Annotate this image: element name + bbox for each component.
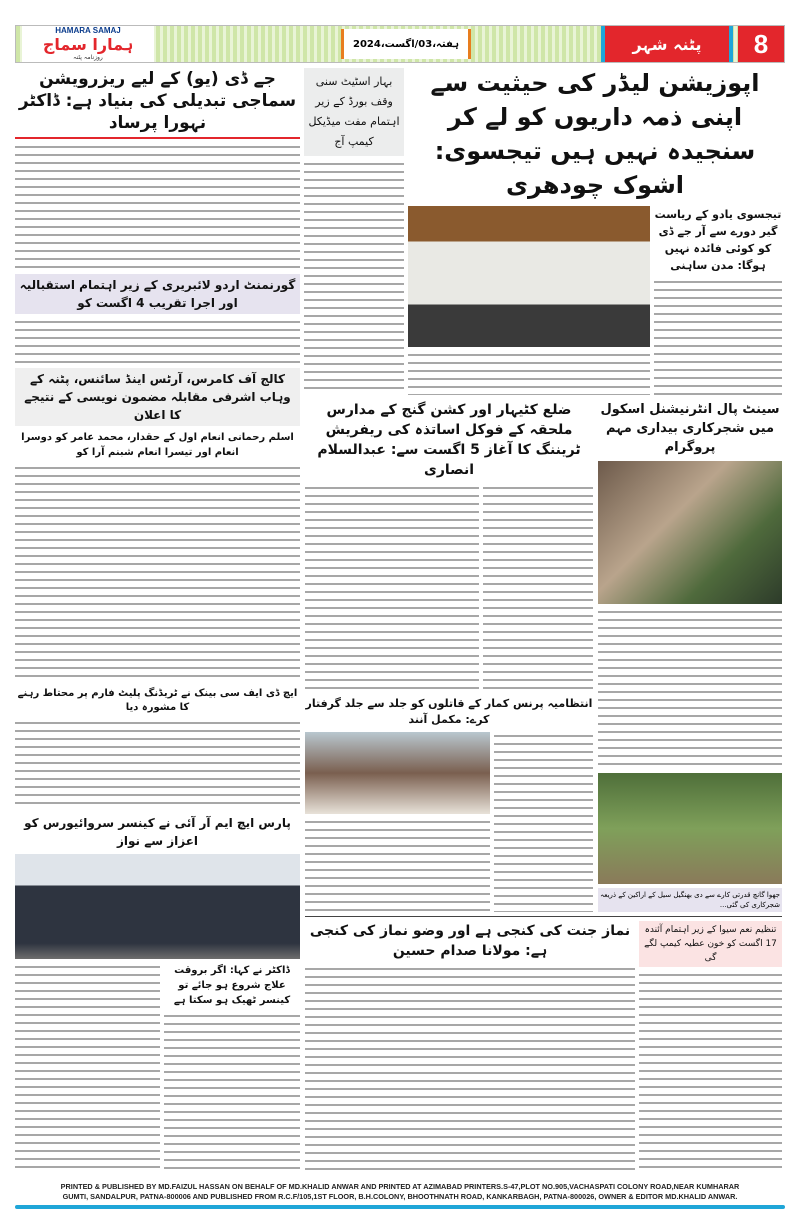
plantation-caption: جھوا گانچ قدرتی کارے سے دی بھنگیل سیل کے اراکین کے ذریعہ شجرکاری کی گئی... (598, 888, 782, 912)
blood-camp-headline: تنظیم نعم سیوا کے زیر اہتمام آئندہ 17 اگست کو خون عطیہ کیمپ لگے گی (639, 921, 782, 967)
main-body (408, 351, 650, 395)
bottom-section (305, 916, 782, 1172)
bottom-row (305, 921, 782, 1172)
tejashwi-body (654, 278, 782, 395)
page-number (738, 26, 784, 62)
page-number-text: 8 (753, 28, 769, 59)
divider (305, 916, 782, 917)
logo-subtitle: روزنامہ پٹنہ (73, 54, 103, 61)
imprint-line-1: PRINTED & PUBLISHED BY MD.FAIZUL HASSAN ON BEHALF OF MD.KHALID ANWAR AND PRINTED AT AZIMABAD PRINTERS.S-47,PLOT NO.905,VACHASPATI COLONY ROAD,NEAR KUMHARAR (60, 1182, 740, 1191)
college-body (15, 464, 300, 683)
logo-english: HAMARA SAMAJ (55, 26, 121, 35)
namaz-headline: نماز جنت کی کنجی ہے اور وضو نماز کی کنجی ہے: مولانا صدام حسین (309, 923, 631, 959)
protest-photo (305, 732, 490, 815)
cancer-headline: ڈاکٹر نے کہا: اگر بروقت علاج شروع ہو جائے تو کینسر ٹھیک ہو سکتا ہے (173, 964, 291, 1006)
hdfc-body (15, 719, 300, 810)
waqf-body (304, 160, 404, 395)
waqf-headline: بہار اسٹیٹ سنی وقف بورڈ کے زیر اہتمام مفت میڈیکل کیمپ آج (304, 68, 404, 156)
hdfc-headline: ایچ ڈی ایف سی بینک نے ٹریڈنگ پلیٹ فارم پر محتاط رہنے کا مشورہ دیا (17, 687, 298, 713)
waqf-column (304, 68, 404, 395)
prince-headline: انتظامیہ پرنس کمار کے قاتلوں کو جلد سے جلد گرفتار کرے: مکمل آنند (305, 696, 593, 726)
blood-camp-body (639, 971, 782, 1172)
library-headline: گورنمنٹ اردو لائبریری کے زیر اہتمام استقبالیہ اور اجرا تقریب 4 اگست کو (15, 274, 300, 314)
prince-body-2 (305, 818, 490, 912)
tejashwi-story (654, 206, 782, 395)
section-label (601, 26, 733, 62)
library-body (15, 318, 300, 364)
footer-color-strip (15, 1205, 785, 1209)
madaris-headline: ضلع کٹیہار اور کشن گنج کے مدارس ملحقہ کے فوکل اساتذہ کی ریفریش ٹریننگ کا آغاز 5 اگست سے: عبدالسلام انصاری (317, 402, 581, 478)
jdu-headline: جے ڈی (یو) کے لیے ریزرویشن سماجی تبدیلی کی بنیاد ہے: ڈاکٹر نہورا پرساد (15, 68, 300, 139)
college-headline: کالج آف کامرس، آرٹس اینڈ سائنس، پٹنہ کے وہاب اشرفی مقابلہ مضمون نویسی کے نتیجے کا اعلان (15, 368, 300, 426)
paras-headline: پارس ایچ ایم آر آئی نے کینسر سروائیورس کو اعزاز سے نواز (24, 815, 291, 848)
jdu-body (15, 143, 300, 270)
cancer-right (164, 963, 300, 1172)
press-conference-photo (408, 206, 650, 347)
prince-row (305, 732, 593, 912)
prince-left (305, 732, 490, 912)
plantation-photo (598, 773, 782, 884)
footer-imprint (15, 1182, 785, 1209)
left-column (15, 68, 300, 1172)
tejashwi-headline: تیجسوی یادو کے ریاست گیر دورے سے آر جے ڈی کو کوئی فائدہ نہیں ہوگا: مدن ساہنی (654, 208, 782, 272)
college-subhead: اسلم رحمانی انعام اول کے حقدار، محمد عامر کو دوسرا انعام اور تیسرا انعام شبنم آرا کو (21, 432, 294, 458)
school-children-photo (598, 461, 782, 604)
logo (22, 26, 154, 62)
madaris-list (483, 484, 593, 692)
cancer-body (15, 963, 160, 1172)
cancer-body-2 (164, 1012, 300, 1172)
date-box (341, 29, 471, 59)
stpaul-headline: سینٹ پال انٹرنیشنل اسکول میں شجرکاری بیداری مہم پروگرام (600, 402, 780, 455)
madaris-body (305, 484, 479, 692)
cancer-story (15, 963, 300, 1172)
prince-body (494, 732, 593, 912)
masthead (15, 25, 785, 63)
main-headline: اپوزیشن لیڈر کی حیثیت سے اپنی ذمہ داریوں کو لے کر سنجیدہ نہیں ہیں تیجسوی: اشوک چودھری (430, 69, 760, 199)
stpaul-body (598, 608, 782, 769)
middle-column (305, 400, 593, 912)
logo-urdu: ہمارا سماج (42, 35, 134, 54)
namaz-body (305, 965, 635, 1172)
main-story-row (408, 206, 782, 395)
right-column (598, 400, 782, 912)
blood-camp-story (639, 921, 782, 1172)
madaris-body-row (305, 484, 593, 692)
main-story (408, 66, 782, 395)
namaz-story (305, 921, 635, 1172)
section-name: پٹنہ شہر (632, 34, 702, 54)
issue-date: ہفتہ،03/اگست،2024 (352, 38, 460, 50)
award-ceremony-photo (15, 854, 300, 959)
main-left (408, 206, 650, 395)
imprint-line-2: GUMTI, SANDALPUR, PATNA-800006 AND PUBLISHED FROM R.C.F/105,1ST FLOOR, B.H.COLONY, BHOOTHNATH ROAD, KANKARBAGH, PATNA-800026, OWNER & EDITOR MD.KHALID ANWAR. (62, 1192, 738, 1201)
